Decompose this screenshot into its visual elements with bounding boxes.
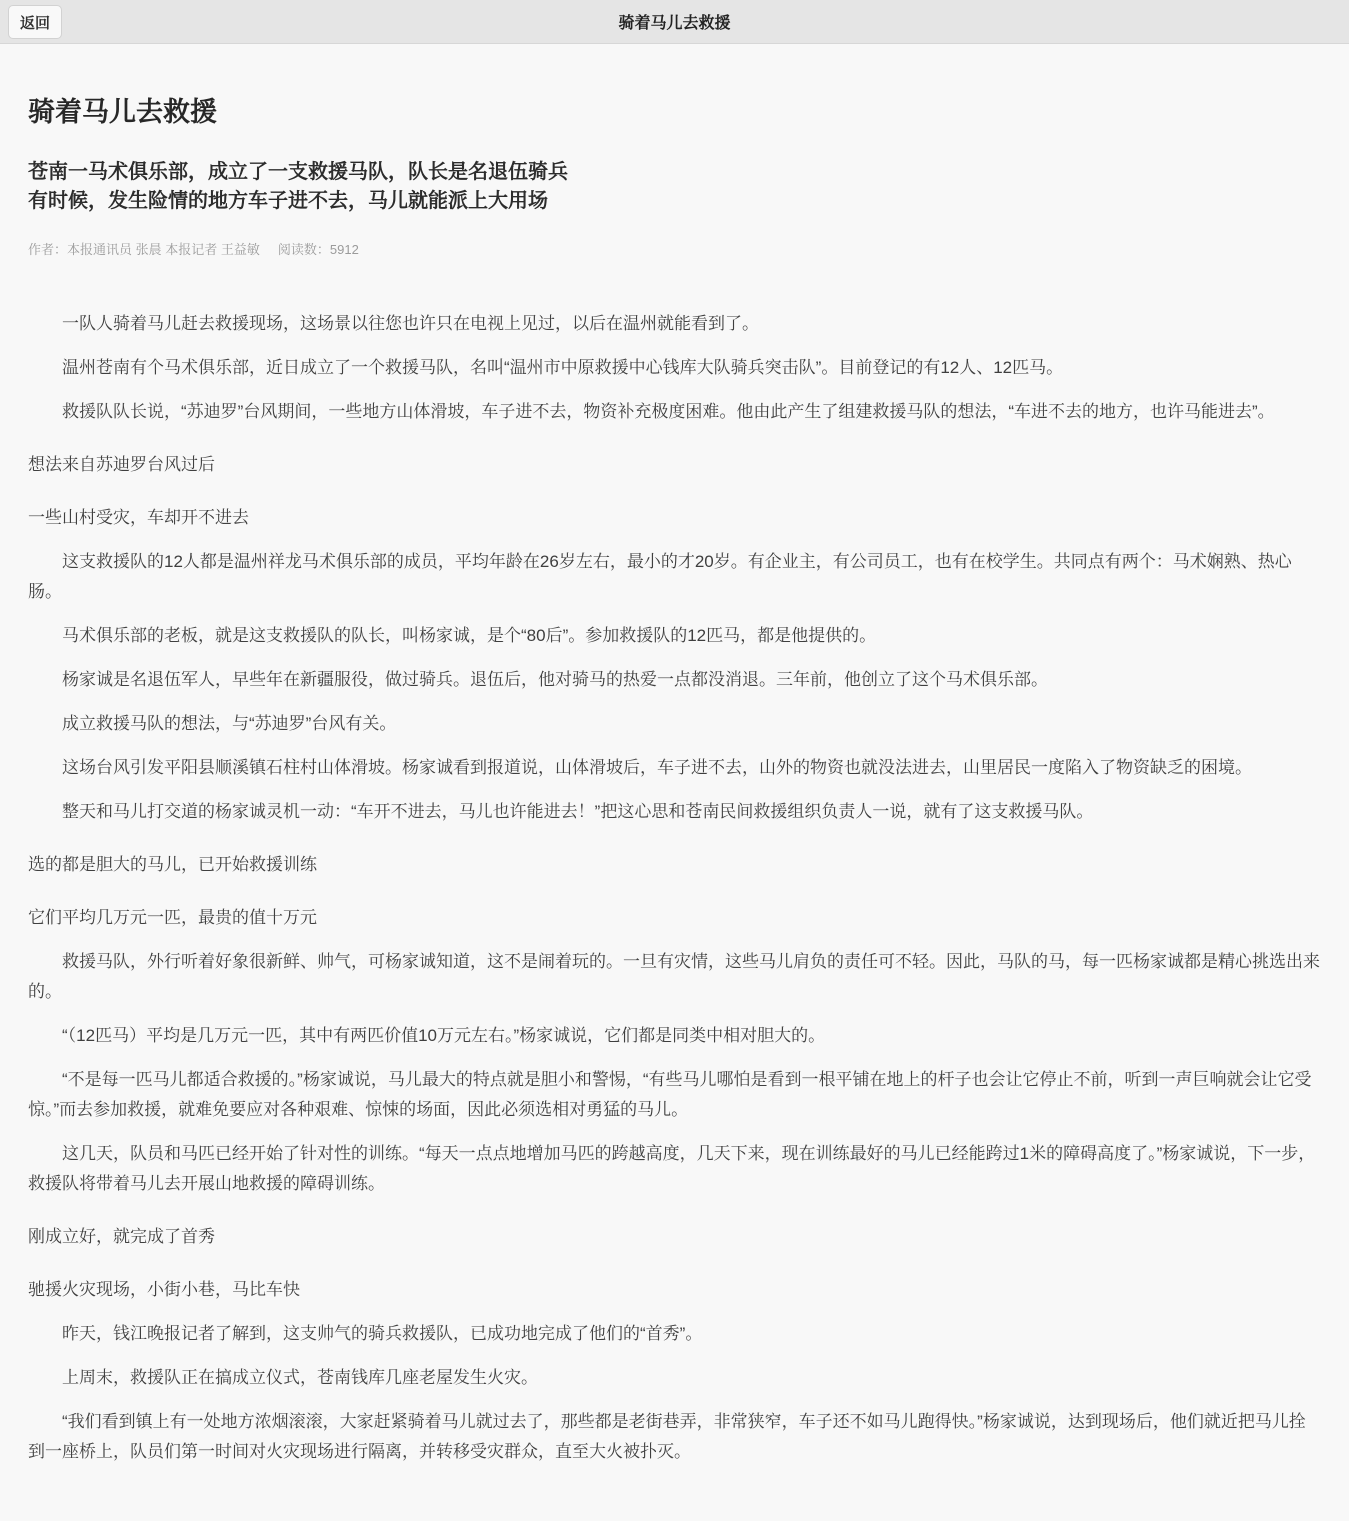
paragraph: 救援队队长说，“苏迪罗”台风期间，一些地方山体滑坡，车子进不去，物资补充极度困难。他由此产生了组建救援马队的想法，“车进不去的地方，也许马能进去”。 bbox=[62, 402, 1275, 422]
article-title: 骑着马儿去救援 bbox=[28, 97, 217, 127]
section-heading: 刚成立好，就完成了首秀 bbox=[28, 1227, 215, 1247]
paragraph: 昨天，钱江晚报记者了解到，这支帅气的骑兵救援队，已成功地完成了他们的“首秀”。 bbox=[62, 1324, 703, 1344]
article-body bbox=[28, 309, 1321, 1467]
section-heading: 选的都是胆大的马儿，已开始救援训练 bbox=[28, 855, 317, 875]
back-button[interactable]: 返回 bbox=[8, 5, 62, 39]
section-heading: 它们平均几万元一匹，最贵的值十万元 bbox=[28, 908, 317, 928]
paragraph: 这支救援队的12人都是温州祥龙马术俱乐部的成员，平均年龄在26岁左右，最小的才20岁。有企业主，有公司员工，也有在校学生。共同点有两个：马术娴熟、热心肠。 bbox=[28, 552, 1292, 602]
paragraph: 这场台风引发平阳县顺溪镇石柱村山体滑坡。杨家诚看到报道说，山体滑坡后，车子进不去，山外的物资也就没法进去，山里居民一度陷入了物资缺乏的困境。 bbox=[62, 758, 1252, 778]
reads-label: 阅读数： bbox=[277, 242, 330, 258]
paragraph: “不是每一匹马儿都适合救援的。”杨家诚说，马儿最大的特点就是胆小和警惕，“有些马儿哪怕是看到一根平铺在地上的杆子也会让它停止不前，听到一声巨响就会让它受惊。”而去参加救援，就难免要应对各种艰难、惊悚的场面，因此必须选相对勇猛的马儿。 bbox=[28, 1070, 1312, 1120]
paragraph: 一队人骑着马儿赶去救援现场，这场景以往您也许只在电视上见过，以后在温州就能看到了。 bbox=[62, 314, 759, 334]
paragraph: 整天和马儿打交道的杨家诚灵机一动：“车开不进去，马儿也许能进去！”把这心思和苍南民间救援组织负责人一说，就有了这支救援马队。 bbox=[62, 802, 1094, 822]
section-heading: 驰援火灾现场，小街小巷，马比车快 bbox=[28, 1280, 300, 1300]
author-label: 作者： bbox=[28, 242, 68, 258]
header-bar bbox=[0, 0, 1349, 44]
paragraph: 这几天，队员和马匹已经开始了针对性的训练。“每天一点点地增加马匹的跨越高度，几天下来，现在训练最好的马儿已经能跨过1米的障碍高度了。”杨家诚说，下一步，救援队将带着马儿去开展山地救援的障碍训练。 bbox=[28, 1144, 1316, 1194]
paragraph: “（12匹马）平均是几万元一匹，其中有两匹价值10万元左右。”杨家诚说，它们都是同类中相对胆大的。 bbox=[62, 1026, 826, 1046]
paragraph: 马术俱乐部的老板，就是这支救援队的队长，叫杨家诚，是个“80后”。参加救援队的12匹马，都是他提供的。 bbox=[62, 626, 877, 646]
article bbox=[0, 96, 1349, 1521]
author-names: 本报通讯员 张晨 本报记者 王益敏 bbox=[67, 242, 260, 258]
paragraph: 成立救援马队的想法，与“苏迪罗”台风有关。 bbox=[62, 714, 397, 734]
header-title: 骑着马儿去救援 bbox=[618, 15, 731, 32]
reads-count: 5912 bbox=[329, 242, 359, 258]
subtitle-line-1: 苍南一马术俱乐部，成立了一支救援马队，队长是名退伍骑兵 bbox=[28, 161, 568, 184]
subtitle-line-2: 有时候，发生险情的地方车子进不去，马儿就能派上大用场 bbox=[28, 190, 548, 213]
paragraph: 上周末，救援队正在搞成立仪式，苍南钱库几座老屋发生火灾。 bbox=[62, 1368, 538, 1388]
paragraph: 杨家诚是名退伍军人，早些年在新疆服役，做过骑兵。退伍后，他对骑马的热爱一点都没消退。三年前，他创立了这个马术俱乐部。 bbox=[62, 670, 1048, 690]
section-heading: 想法来自苏迪罗台风过后 bbox=[28, 455, 215, 475]
article-meta bbox=[28, 242, 1321, 259]
section-heading: 一些山村受灾，车却开不进去 bbox=[28, 508, 249, 528]
paragraph: 温州苍南有个马术俱乐部，近日成立了一个救援马队，名叫“温州市中原救援中心钱库大队骑兵突击队”。目前登记的有12人、12匹马。 bbox=[62, 358, 1064, 378]
article-subtitle bbox=[28, 158, 1321, 216]
paragraph: “我们看到镇上有一处地方浓烟滚滚，大家赶紧骑着马儿就过去了，那些都是老街巷弄，非常狭窄，车子还不如马儿跑得快。”杨家诚说，达到现场后，他们就近把马儿拴到一座桥上，队员们第一时间对火灾现场进行隔离，并转移受灾群众，直至大火被扑灭。 bbox=[28, 1412, 1306, 1462]
paragraph: 救援马队，外行听着好象很新鲜、帅气，可杨家诚知道，这不是闹着玩的。一旦有灾情，这些马儿肩负的责任可不轻。因此，马队的马，每一匹杨家诚都是精心挑选出来的。 bbox=[28, 952, 1320, 1002]
